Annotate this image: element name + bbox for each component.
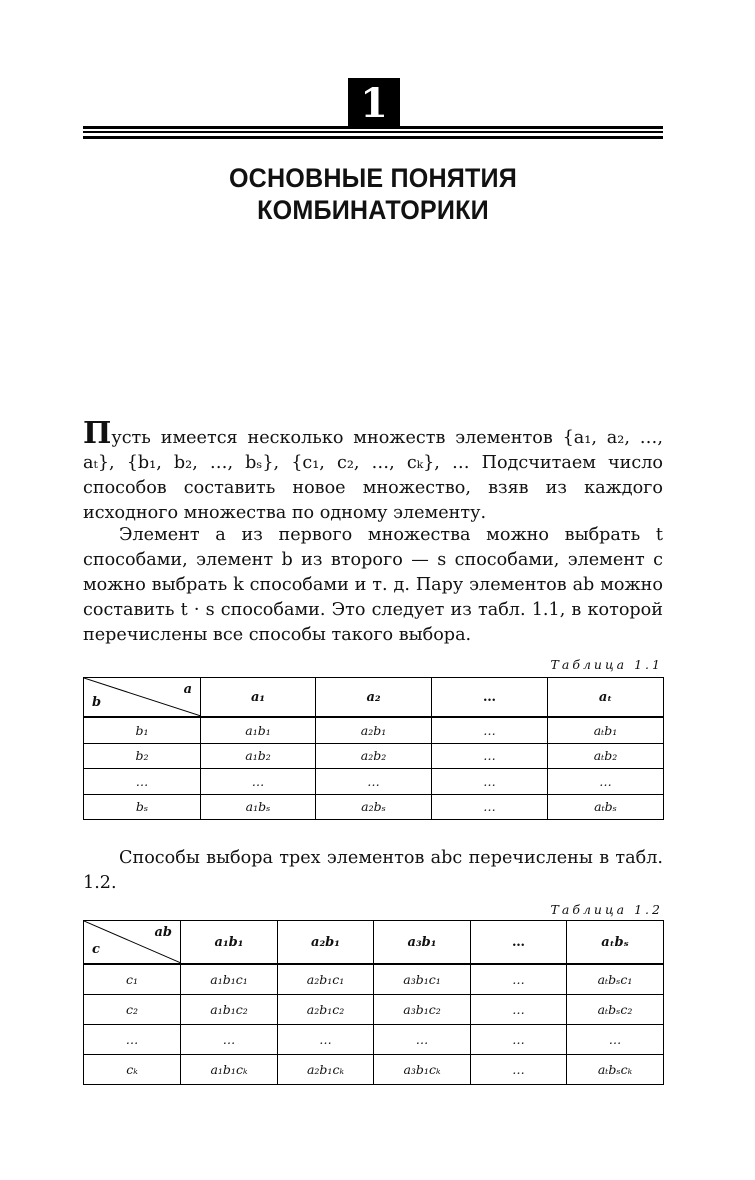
- table-cell: a₂b₁c₁: [278, 964, 374, 995]
- table-cell: …: [471, 1025, 567, 1055]
- table1-header: a₁: [201, 678, 316, 718]
- table-cell: c₂: [84, 995, 181, 1025]
- table-cell: …: [471, 995, 567, 1025]
- table-cell: …: [84, 769, 201, 795]
- table-row: [84, 717, 664, 743]
- table1-header: a₂: [316, 678, 432, 718]
- table-cell: aₜbₛc₂: [567, 995, 664, 1025]
- table2-corner-bottom: c: [92, 942, 100, 957]
- table-cell: …: [278, 1025, 374, 1055]
- paragraph-intro-text: усть имеется несколько множеств элементов {a₁, a₂, …, aₜ}, {b₁, b₂, …, bₛ}, {c₁, c₂, …, cₖ}, … Подсчитаем число способов составить новое множество, взяв из каждого исходного множества по одному элементу.: [83, 428, 663, 523]
- table-cell: a₁b₁c₁: [181, 964, 278, 995]
- table-cell: …: [432, 717, 548, 743]
- table-1-1: [83, 677, 664, 820]
- table2-header: a₂b₁: [278, 921, 374, 965]
- table-cell: …: [548, 769, 664, 795]
- table-cell: b₁: [84, 717, 201, 743]
- table-cell: a₂b₁: [316, 717, 432, 743]
- table-cell: cₖ: [84, 1055, 181, 1085]
- table1-header: …: [432, 678, 548, 718]
- table-cell: aₜb₂: [548, 743, 664, 769]
- table2-corner-top: ab: [154, 925, 172, 940]
- chapter-title-line2: КОМБИНАТОРИКИ: [257, 195, 489, 225]
- table1-corner-bottom: b: [92, 695, 102, 710]
- table2-header: a₁b₁: [181, 921, 278, 965]
- table2-corner-cell: [84, 921, 181, 965]
- table-cell: aₜbₛ: [548, 794, 664, 820]
- table-1-2: [83, 920, 664, 1085]
- table2-header: aₜbₛ: [567, 921, 664, 965]
- table2-caption: Таблица 1.2: [550, 902, 663, 917]
- drop-cap: П: [83, 416, 112, 451]
- table-cell: a₁bₛ: [201, 794, 316, 820]
- table-row: [84, 794, 664, 820]
- table-cell: …: [471, 964, 567, 995]
- table-cell: a₃b₁c₂: [374, 995, 471, 1025]
- chapter-number: 1: [348, 78, 400, 128]
- table-cell: …: [181, 1025, 278, 1055]
- table1-corner-top: a: [183, 682, 192, 697]
- table2-header: a₃b₁: [374, 921, 471, 965]
- table2-header-row: [84, 921, 664, 965]
- table1-caption: Таблица 1.1: [550, 657, 663, 672]
- table-row: [84, 769, 664, 795]
- table-cell: b₂: [84, 743, 201, 769]
- table-cell: a₂b₁cₖ: [278, 1055, 374, 1085]
- table-row: [84, 1055, 664, 1085]
- table-cell: a₂b₂: [316, 743, 432, 769]
- table-cell: a₁b₁: [201, 717, 316, 743]
- chapter-rule-top: [83, 126, 663, 129]
- chapter-title-line1: ОСНОВНЫЕ ПОНЯТИЯ: [228, 163, 518, 193]
- table-row: [84, 1025, 664, 1055]
- table-row: [84, 743, 664, 769]
- paragraph-pairs: [83, 523, 663, 648]
- table-cell: a₂bₛ: [316, 794, 432, 820]
- table1-header: aₜ: [548, 678, 664, 718]
- table-cell: a₁b₁cₖ: [181, 1055, 278, 1085]
- table1-corner-cell: [84, 678, 201, 718]
- table-cell: a₁b₂: [201, 743, 316, 769]
- table-cell: a₂b₁c₂: [278, 995, 374, 1025]
- table-row: [84, 995, 664, 1025]
- table-cell: …: [316, 769, 432, 795]
- paragraph-triples: [83, 846, 663, 896]
- table-cell: aₜbₛcₖ: [567, 1055, 664, 1085]
- table-cell: aₜb₁: [548, 717, 664, 743]
- table-cell: …: [432, 743, 548, 769]
- table-cell: …: [432, 769, 548, 795]
- table-cell: aₜbₛc₁: [567, 964, 664, 995]
- paragraph-intro: [83, 416, 663, 526]
- chapter-rule-bottom: [83, 136, 663, 139]
- paragraph-triples-text: Способы выбора трех элементов abc перечислены в табл. 1.2.: [83, 848, 663, 893]
- table-row: [84, 964, 664, 995]
- table-cell: …: [567, 1025, 664, 1055]
- table-cell: …: [471, 1055, 567, 1085]
- table-cell: a₃b₁cₖ: [374, 1055, 471, 1085]
- table-cell: bₛ: [84, 794, 201, 820]
- table-cell: a₁b₁c₂: [181, 995, 278, 1025]
- table-cell: c₁: [84, 964, 181, 995]
- table1-header-row: [84, 678, 664, 718]
- paragraph-pairs-text: Элемент a из первого множества можно выбрать t способами, элемент b из второго — s способами, элемент c можно выбрать k способами и т. д. Пару элементов ab можно составить t · s способами. Это следует из табл. 1.1, в которой перечислены все способы такого выбора.: [83, 525, 663, 645]
- table-cell: …: [201, 769, 316, 795]
- table-cell: …: [432, 794, 548, 820]
- table2-header: …: [471, 921, 567, 965]
- chapter-title: [103, 162, 642, 226]
- table-cell: …: [374, 1025, 471, 1055]
- chapter-rule-middle: [83, 131, 663, 133]
- table-cell: a₃b₁c₁: [374, 964, 471, 995]
- table-cell: …: [84, 1025, 181, 1055]
